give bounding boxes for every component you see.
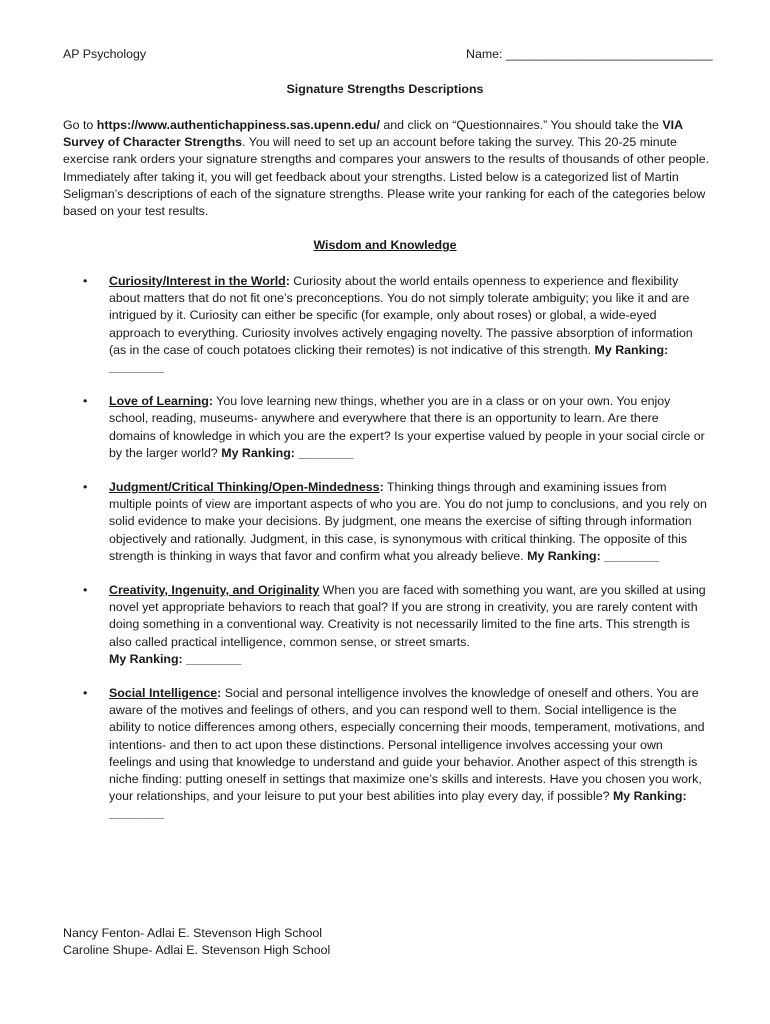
my-ranking: My Ranking: ________ bbox=[527, 548, 660, 563]
intro-text-3: . You will need to set up an account before taking the survey. This 20-25 minute exercise rank orders your signature strengths and compares your answers to the results of thousands of other people. Immediately after taking it, you will get feedback about your strengths. Listed below is a categorized list of Martin Seligman’s descriptions of each of the signature strengths. Please write your ranking for each of the categories below based on your test results. bbox=[63, 135, 710, 219]
bullet-icon: • bbox=[83, 686, 88, 701]
strength-separator: : bbox=[217, 686, 222, 701]
strength-name: Love of Learning bbox=[109, 394, 209, 409]
intro-text-1: Go to bbox=[63, 118, 97, 132]
strength-description: You love learning new things, whether you are in a class or on your own. You enjoy school, reading, museums- anywhere and everywhere that there is an opportunity to learn. Are there domains of knowledge in which you are the expert? Is your expertise valued by people in your social circle or by the larger world? bbox=[109, 394, 705, 460]
strength-name: Curiosity/Interest in the World bbox=[109, 274, 286, 288]
footer-credits bbox=[63, 925, 330, 959]
list-item bbox=[83, 582, 707, 668]
strength-separator: : bbox=[208, 394, 213, 409]
list-item bbox=[83, 685, 707, 823]
survey-url: https://www.authentichappiness.sas.upenn.edu/ bbox=[96, 118, 380, 132]
survey-name: VIA Survey of Character Strengths bbox=[63, 118, 683, 150]
list-item bbox=[83, 393, 707, 462]
my-ranking: My Ranking: ________ bbox=[109, 789, 687, 821]
bullet-icon: • bbox=[83, 394, 88, 409]
bullet-icon: • bbox=[83, 480, 88, 495]
bullet-icon: • bbox=[83, 274, 88, 288]
strength-name: Judgment/Critical Thinking/Open-Mindedness bbox=[109, 480, 380, 495]
strength-description: Curiosity about the world entails openness to experience and flexibility about matters that do not fit one’s preconceptions. You do not simply tolerate ambiguity; you like it and are intrigued by it. Curiosity can either be specific (for example, only about roses) or global, a wide-eyed approach to everything. Curiosity involves actively engaging novelty. The passive absorption of information (as in the case of couch potatoes clicking their remotes) is not indicative of this strength. bbox=[109, 274, 693, 357]
strength-separator: : bbox=[379, 480, 384, 495]
strength-description: Thinking things through and examining issues from multiple points of view are important aspects of who you are. You do not jump to conclusions, and you rely on solid evidence to make your decisions. By judgment, one means the exercise of sifting through information objectively and rationally. Judgment, in this case, is synonymous with critical thinking. The opposite of this strength is thinking in ways that favor and confirm what you already believe. bbox=[109, 480, 707, 563]
strengths-list bbox=[0, 273, 770, 840]
intro-paragraph bbox=[63, 117, 713, 220]
list-item bbox=[83, 479, 707, 565]
section-heading: Wisdom and Knowledge bbox=[313, 238, 457, 252]
footer-author-1: Nancy Fenton- Adlai E. Stevenson High School bbox=[63, 926, 322, 940]
my-ranking: My Ranking: ________ bbox=[109, 342, 669, 375]
strength-description: Social and personal intelligence involves the knowledge of oneself and others. You are aware of the motives and feelings of others, and you can respond well to them. Social intelligence is the ability to notice differences among others, especially concerning their moods, temperament, motivations, and intentions- and then to act upon these distinctions. Personal intelligence involves accessing your own feelings and using that knowledge to understand and guide your behavior. Another aspect of this strength is niche finding: putting oneself in settings that maximize one’s skills and interests. Have you chosen you work, your relationships, and your leisure to put your best abilities into play every day, if possible? bbox=[109, 686, 705, 804]
strength-separator: : bbox=[285, 274, 290, 288]
footer-author-2: Caroline Shupe- Adlai E. Stevenson High School bbox=[63, 943, 331, 958]
intro-text-2: and click on “Questionnaires.” You should take the bbox=[379, 118, 663, 132]
page-title: Signature Strengths Descriptions bbox=[286, 82, 484, 96]
my-ranking: My Ranking: ________ bbox=[109, 651, 242, 666]
bullet-icon: • bbox=[83, 583, 88, 598]
my-ranking: My Ranking: ________ bbox=[221, 445, 354, 460]
strength-name: Social Intelligence bbox=[109, 686, 218, 701]
name-field-label: Name: ______________________________ bbox=[466, 47, 713, 61]
strength-name: Creativity, Ingenuity, and Originality bbox=[109, 583, 320, 598]
course-label: AP Psychology bbox=[63, 47, 147, 61]
strength-description: When you are faced with something you want, are you skilled at using novel yet appropriate behaviors to reach that goal? If you are strong in creativity, you are rarely content with doing something in a conventional way. Creativity is not necessarily limited to the fine arts. This strength is also called practical intelligence, common sense, or street smarts. bbox=[109, 583, 706, 649]
list-item bbox=[83, 273, 707, 376]
